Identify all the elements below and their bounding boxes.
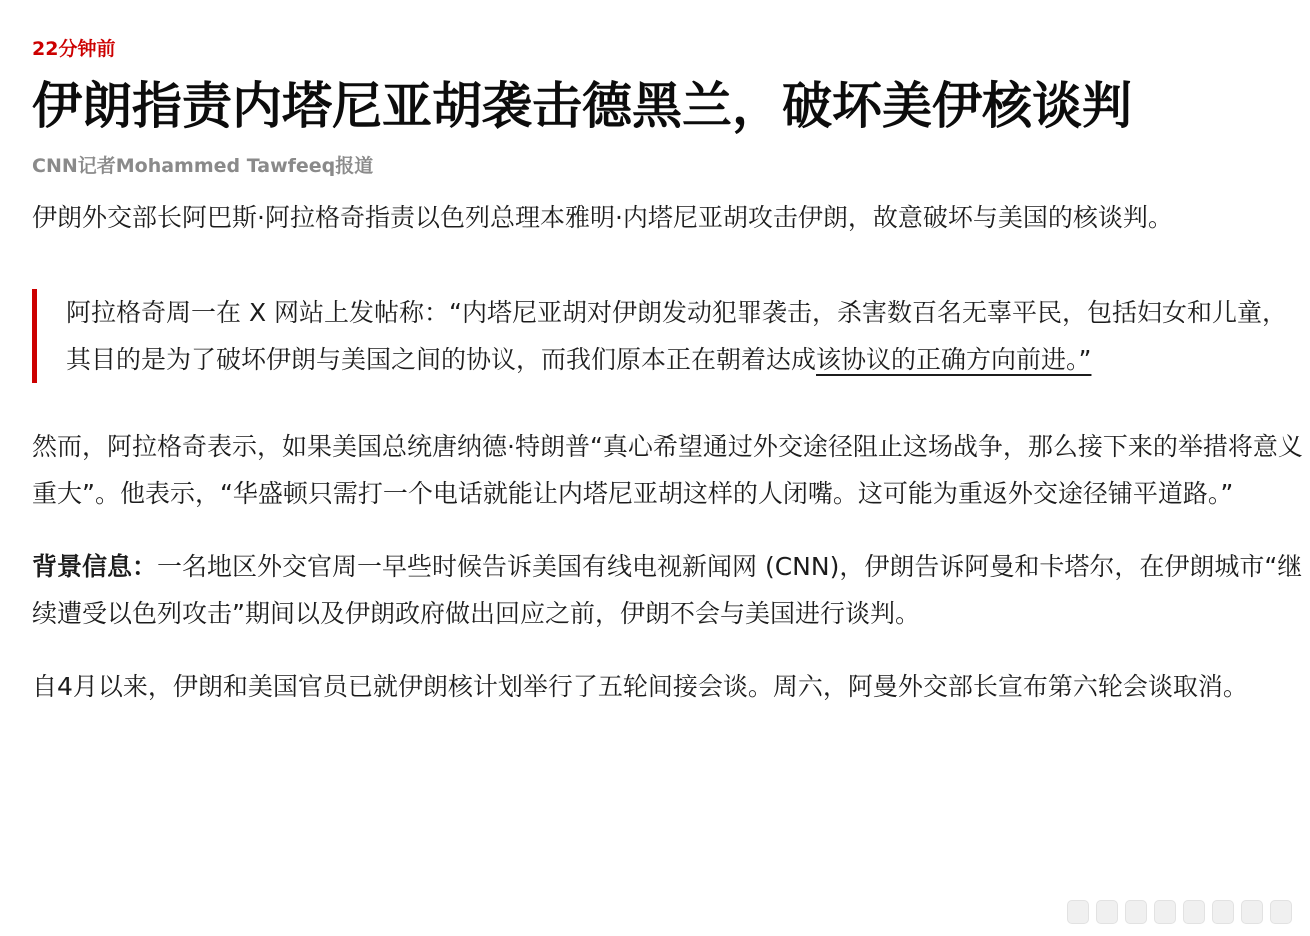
publish-timestamp: 22分钟前 [32, 38, 116, 60]
article [32, 34, 1304, 710]
quote-text [66, 289, 1304, 383]
watermark-block-icon [1212, 900, 1234, 924]
watermark-block-icon [1096, 900, 1118, 924]
watermark-block-icon [1270, 900, 1292, 924]
article-paragraph: 自4月以来，伊朗和美国官员已就伊朗核计划举行了五轮间接会谈。周六，阿曼外交部长宣布第六轮会谈取消。 [32, 672, 1248, 701]
background-label: 背景信息： [32, 552, 158, 581]
quote-body: 阿拉格奇周一在 X 网站上发帖称：“内塔尼亚胡对伊朗发动犯罪袭击，杀害数百名无辜平民，包括妇女和儿童，其目的是为了破坏伊朗与美国之间的协议，而我们原本正在朝着达成 [66, 298, 1287, 374]
article-paragraph: 伊朗外交部长阿巴斯·阿拉格奇指责以色列总理本雅明·内塔尼亚胡攻击伊朗，故意破坏与美国的核谈判。 [32, 203, 1173, 232]
watermark-block-icon [1241, 900, 1263, 924]
background-text: 一名地区外交官周一早些时候告诉美国有线电视新闻网 (CNN)，伊朗告诉阿曼和卡塔尔，在伊朗城市“继续遭受以色列攻击”期间以及伊朗政府做出回应之前，伊朗不会与美国进行谈判。 [32, 552, 1303, 628]
watermark-block-icon [1154, 900, 1176, 924]
article-byline: CNN记者Mohammed Tawfeeq报道 [32, 155, 374, 177]
pull-quote [32, 289, 1304, 383]
article-paragraph: 然而，阿拉格奇表示，如果美国总统唐纳德·特朗普“真心希望通过外交途径阻止这场战争，那么接下来的举措将意义重大”。他表示，“华盛顿只需打一个电话就能让内塔尼亚胡这样的人闭嘴。这可能为重返外交途径铺平道路。” [32, 432, 1303, 508]
watermark-logo [1067, 900, 1292, 924]
article-paragraph-background [32, 543, 1304, 637]
article-headline: 伊朗指责内塔尼亚胡袭击德黑兰，破坏美伊核谈判 [32, 77, 1132, 135]
watermark-block-icon [1067, 900, 1089, 924]
watermark-block-icon [1125, 900, 1147, 924]
watermark-block-icon [1183, 900, 1205, 924]
quote-link[interactable]: 该协议的正确方向前进。” [816, 345, 1092, 374]
